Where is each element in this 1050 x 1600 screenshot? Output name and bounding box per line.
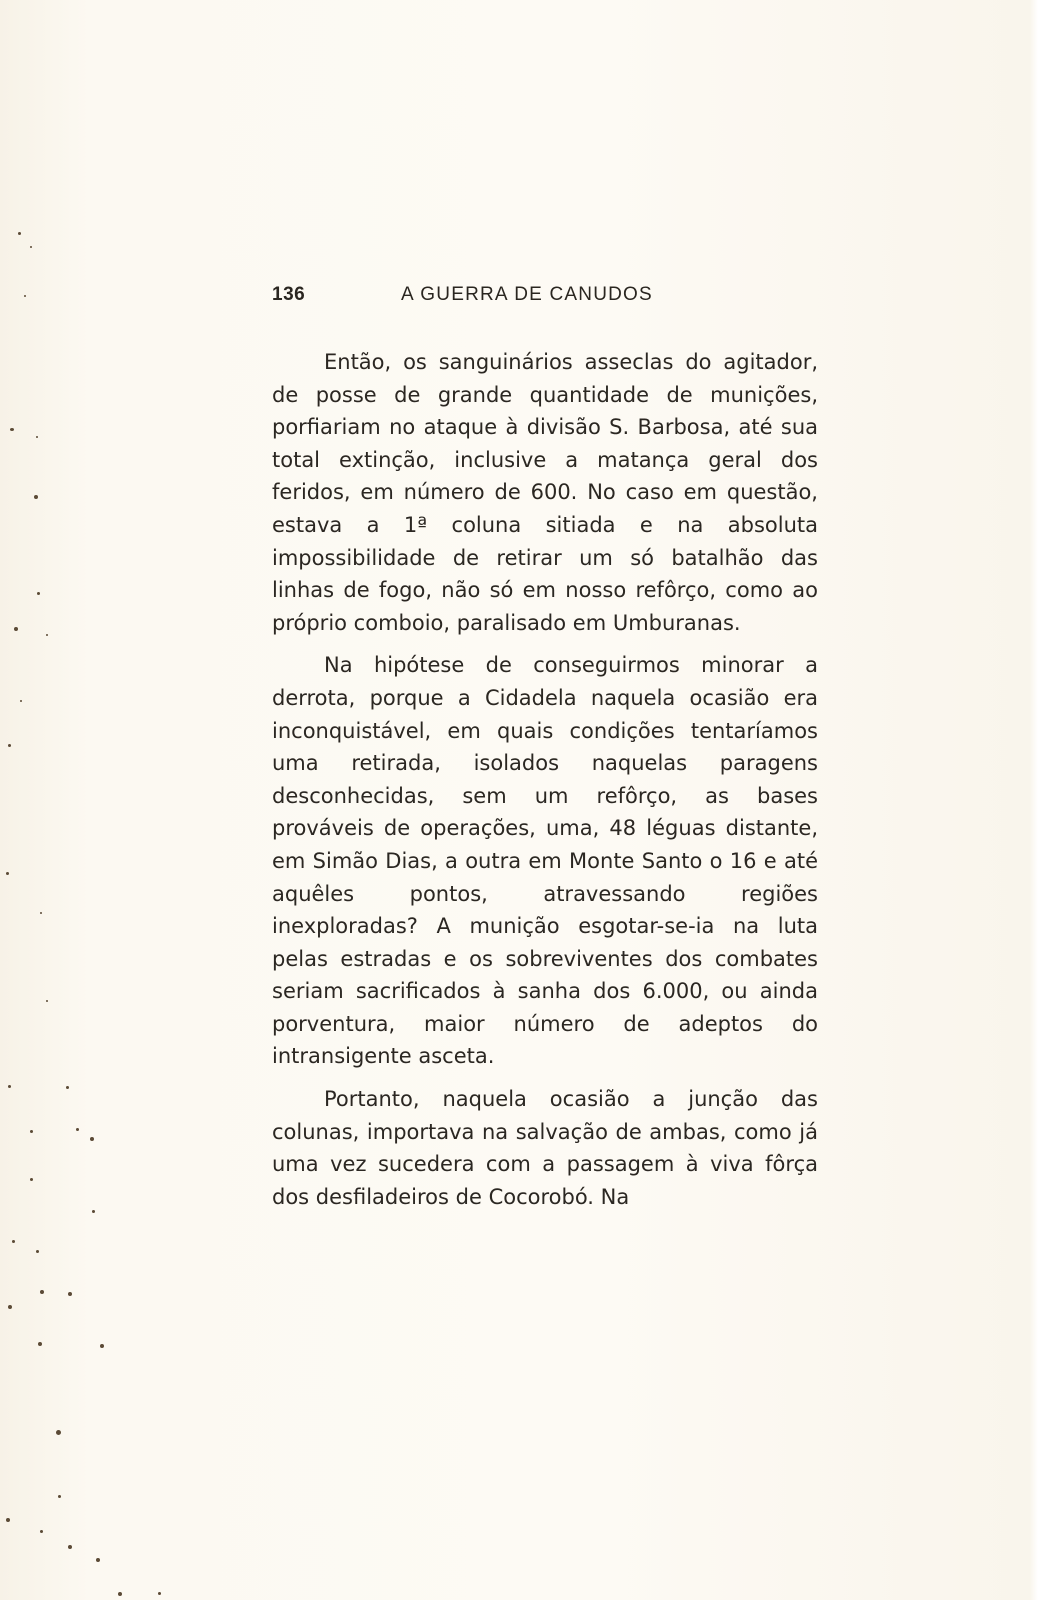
speck <box>40 1530 43 1533</box>
speck <box>30 246 32 248</box>
speck <box>58 1495 61 1498</box>
speck <box>34 495 38 499</box>
speck <box>24 295 26 297</box>
body-text <box>272 346 818 1223</box>
speck <box>38 1342 42 1346</box>
page-number: 136 <box>272 284 306 305</box>
speck <box>118 1592 122 1596</box>
speck <box>36 436 38 438</box>
speck <box>36 1250 39 1253</box>
speck <box>56 1430 61 1435</box>
speck <box>40 1290 44 1294</box>
speck <box>30 1178 33 1181</box>
speck <box>100 1344 104 1348</box>
speck <box>12 1240 15 1243</box>
speck <box>10 428 14 431</box>
speck <box>90 1137 94 1141</box>
speck <box>14 627 18 631</box>
speck <box>8 1085 11 1088</box>
speck <box>76 1128 79 1131</box>
speck <box>6 1518 10 1522</box>
speck <box>18 232 21 235</box>
speck <box>6 872 9 875</box>
running-header <box>272 284 820 314</box>
speck <box>8 1305 12 1309</box>
running-title: A GUERRA DE CANUDOS <box>401 284 653 305</box>
speck <box>40 912 42 914</box>
speck <box>68 1545 72 1549</box>
speck <box>96 1558 100 1562</box>
paragraph: Na hipótese de conseguirmos minorar a derrota, porque a Cidadela naquela ocasião era inconquistável, em quais condições tentaríamos uma retirada, isolados naquelas paragens desconhecidas, sem um refôrço, as bases prováveis de operações, uma, 48 léguas distante, em Simão Dias, a outra em Monte Santo o 16 e até aquêles pontos, atravessando regiões inexploradas? A munição esgotar-se-ia na luta pelas estradas e os sobreviventes dos combates seriam sacrificados à sanha dos 6.000, ou ainda porventura, maior número de adeptos do intransigente asceta. <box>272 653 818 1069</box>
speck <box>8 744 11 747</box>
paragraph: Então, os sanguinários asseclas do agitador, de posse de grande quantidade de munições, porfiariam no ataque à divisão S. Barbosa, até sua total extinção, inclusive a matança geral dos feridos, em número de 600. No caso em questão, estava a 1ª coluna sitiada e na absoluta impossibilidade de retirar um só batalhão das linhas de fogo, não só em nosso refôrço, como ao próprio comboio, paralisado em Umburanas. <box>272 350 818 635</box>
margin-specks <box>0 0 160 1600</box>
speck <box>46 1000 48 1002</box>
speck <box>66 1086 69 1089</box>
speck <box>68 1292 72 1296</box>
speck <box>92 1210 95 1213</box>
speck <box>30 1130 33 1133</box>
paragraph: Portanto, naquela ocasião a junção das colunas, importava na salvação de ambas, como já uma vez sucedera com a passagem à viva fôrça dos desfiladeiros de Cocorobó. Na <box>272 1087 818 1209</box>
speck <box>158 1592 161 1595</box>
speck <box>37 592 40 595</box>
speck <box>46 634 48 636</box>
speck <box>20 700 22 702</box>
